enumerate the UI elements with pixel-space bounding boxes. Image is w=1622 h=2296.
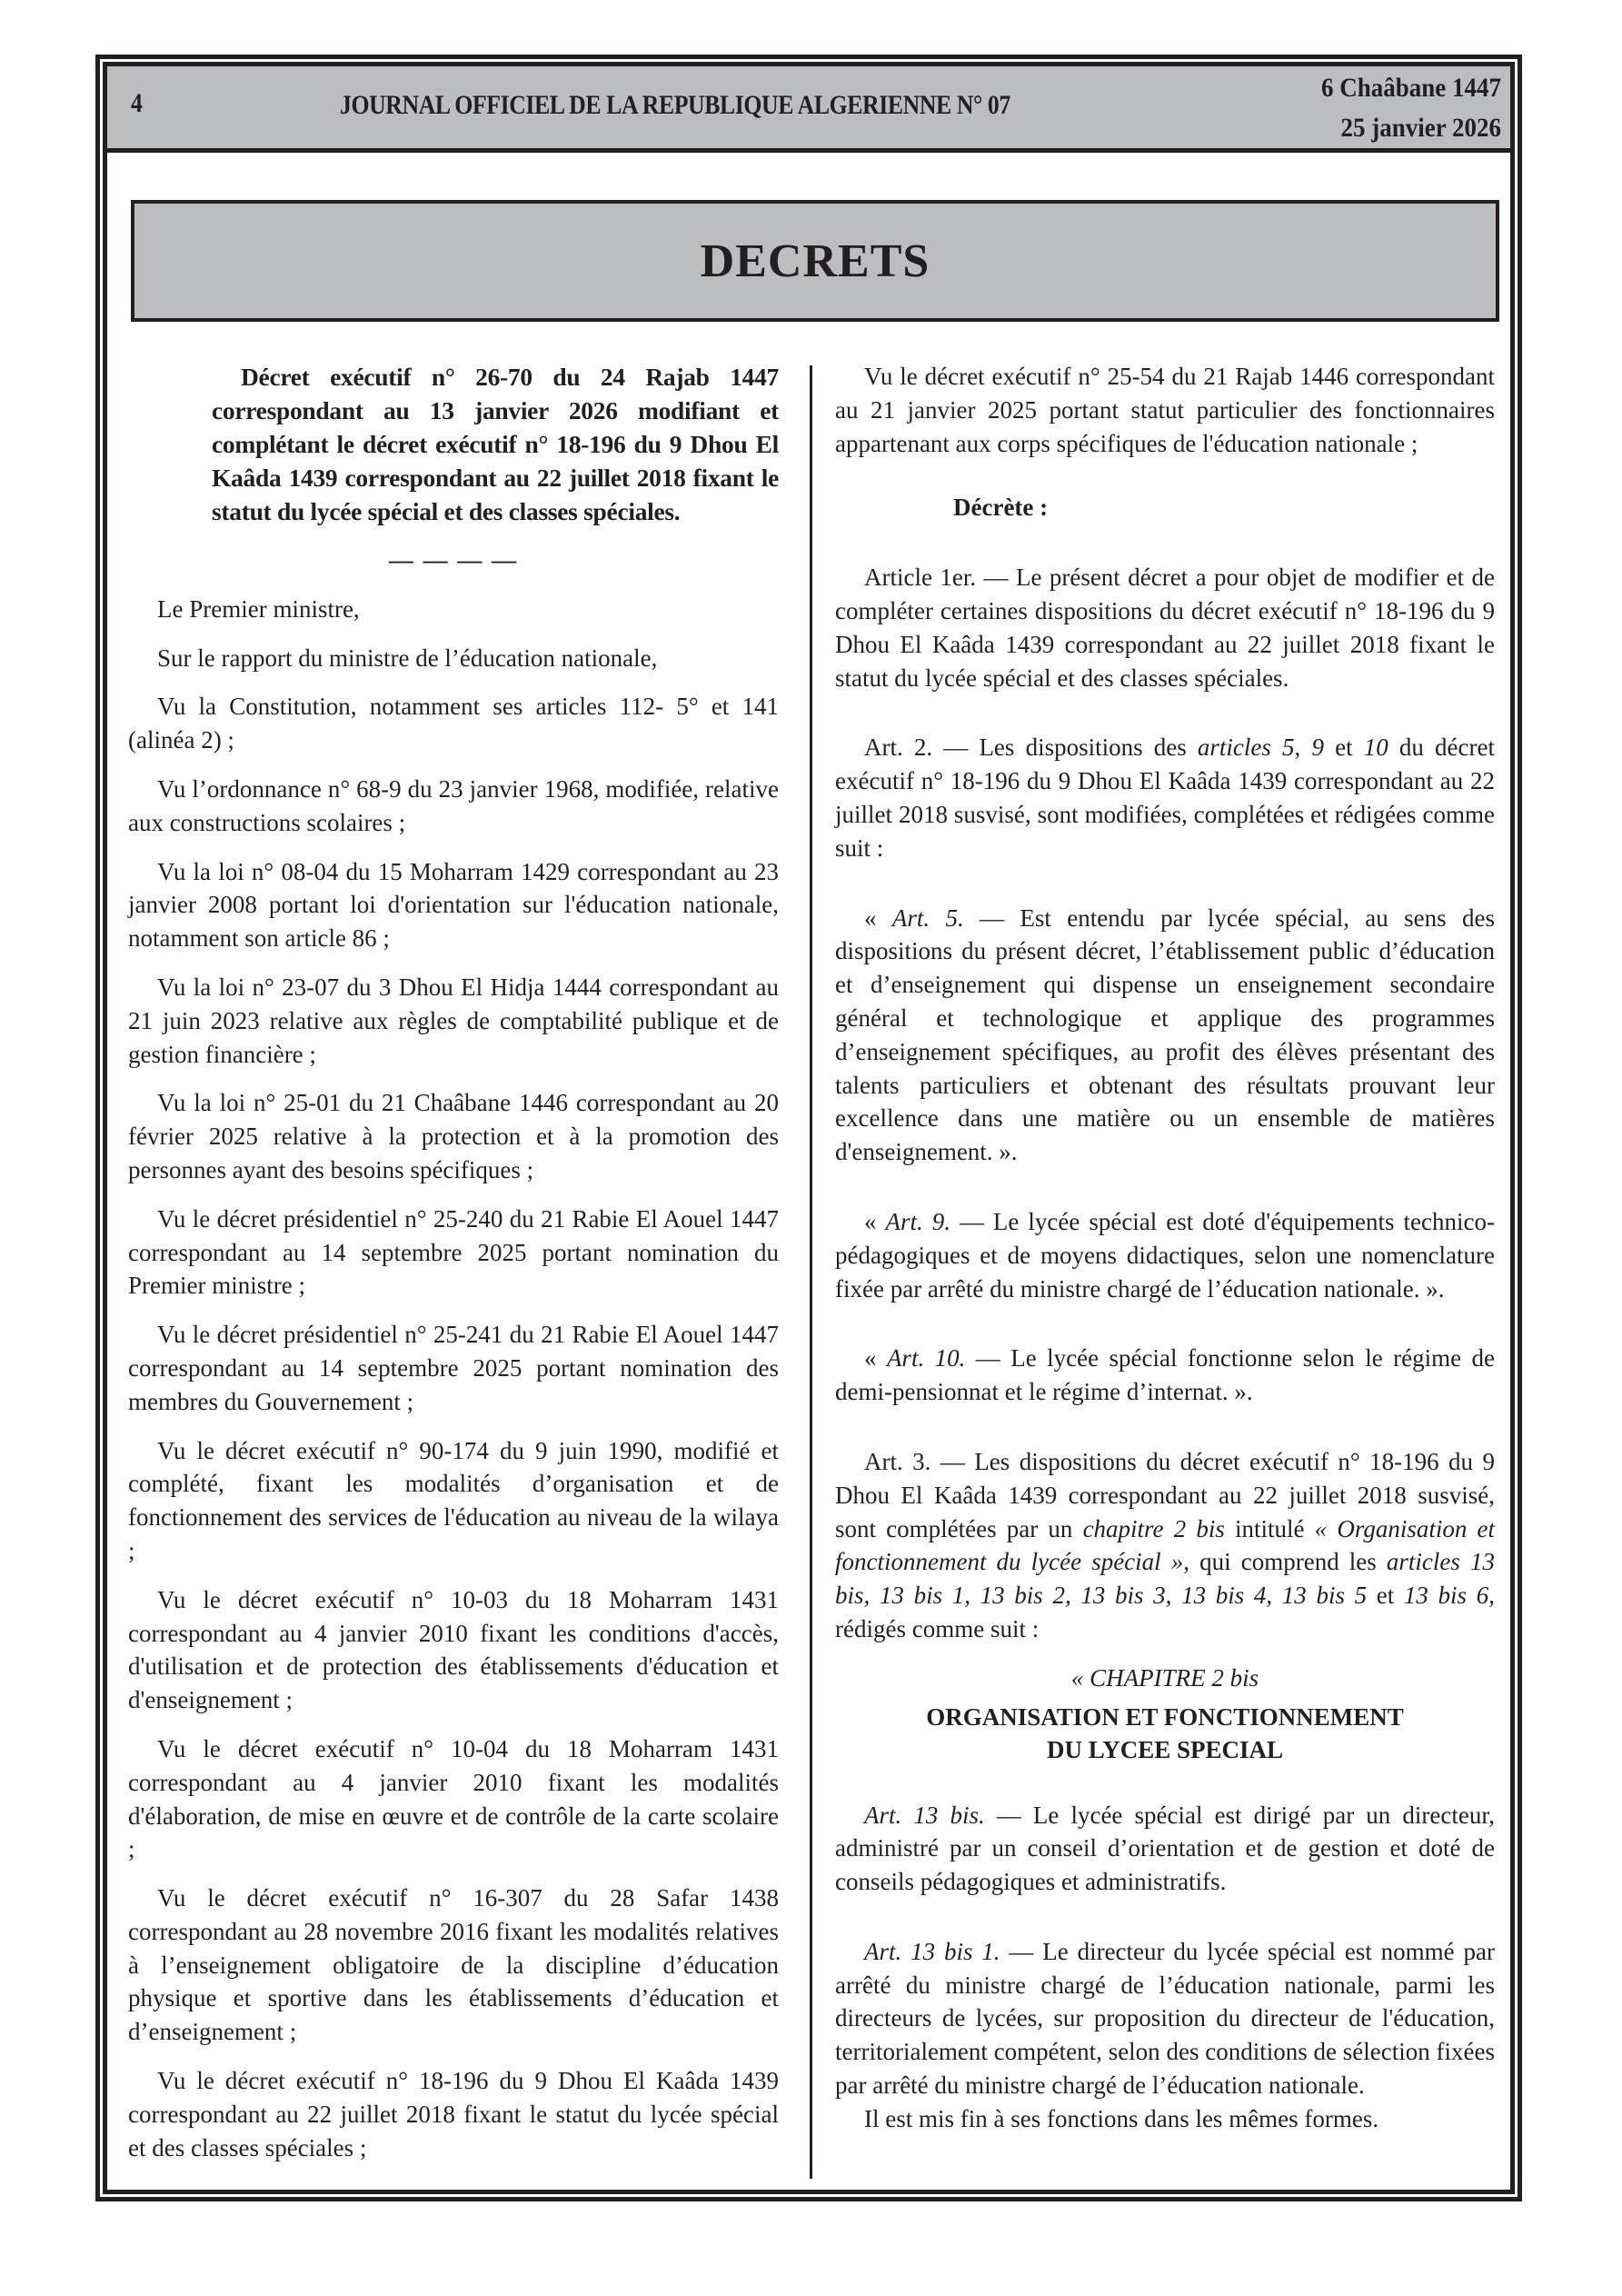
article-label: Art. 5. — [891, 903, 964, 932]
section-heading-box — [131, 200, 1499, 322]
preamble-item: Vu la loi n° 08-04 du 15 Moharram 1429 correspondant au 23 janvier 2008 portant loi d'orientation sur l'éducation nationale, notamment son article 86 ; — [128, 857, 779, 953]
section-title: DECRETS — [700, 235, 930, 287]
preamble-item: Vu le décret présidentiel n° 25-240 du 21 Rabie El Aouel 1447 correspondant au 14 septembre 2025 portant nomination du Premier ministre ; — [128, 1204, 779, 1300]
preamble-item: Sur le rapport du ministre de l’éducation nationale, — [157, 644, 658, 672]
left-column — [128, 360, 779, 2180]
preamble-item: Vu le décret présidentiel n° 25-241 du 21 Rabie El Aouel 1447 correspondant au 14 septembre 2025 portant nomination des membres du Gouvernement ; — [128, 1321, 779, 1415]
hijri-date: 6 Chaâbane 1447 — [1320, 73, 1501, 103]
decrete-label: Décrète : — [953, 494, 1049, 522]
article-13-bis: Art. 13 bis. — Le lycée spécial est dirigé par un directeur, administré par un conseil d’orientation et de gestion et doté de conseils pédagogiques et administratifs. — [835, 1801, 1495, 1896]
journal-title: JOURNAL OFFICIEL DE LA REPUBLIQUE ALGERIENNE N° 07 — [340, 90, 1010, 120]
journal-header — [107, 66, 1510, 153]
article-label: Art. 13 bis. — [864, 1801, 985, 1829]
preamble-item: Vu le décret exécutif n° 25-54 du 21 Rajab 1446 correspondant au 21 janvier 2025 portant statut particulier des fonctionnaires appartenant aux corps spécifiques de l'éducation nationale ; — [835, 363, 1495, 457]
preamble-item: Le Premier ministre, — [157, 594, 360, 623]
preamble-item: Vu l’ordonnance n° 68-9 du 23 janvier 1968, modifiée, relative aux constructions scolaires ; — [128, 774, 779, 836]
preamble-item: Vu le décret exécutif n° 10-04 du 18 Moharram 1431 correspondant au 4 janvier 2010 fixant les modalités d'élaboration, de mise en œuvre et de contrôle de la carte scolaire ; — [128, 1734, 779, 1863]
gregorian-date: 25 janvier 2026 — [1340, 113, 1501, 143]
preamble-item: Vu la loi n° 23-07 du 3 Dhou El Hidja 1444 correspondant au 21 juin 2023 relative aux règles de comptabilité publique et de gestion financière ; — [128, 973, 779, 1068]
article-3: Art. 3. — Les dispositions du décret exécutif n° 18-196 du 9 Dhou El Kaâda 1439 correspondant au 22 juillet 2018 susvisé, sont complétées par un chapitre 2 bis intitulé « Organisation et fonctionnement du lycée spécial », qui comprend les articles 13 bis, 13 bis 1, 13 bis 2, 13 bis 3, 13 bis 4, 13 bis 5 et 13 bis 6, rédigés comme suit : — [835, 1447, 1495, 1642]
quoted-article-5: « Art. 5. — Est entendu par lycée spécial, au sens des dispositions du présent décret, l’établissement public d’éducation et d’enseignement qui dispense un enseignement secondaire général et technologique et applique des programmes d’enseignement spécifiques, au profit des élèves présentant des talents particuliers et obtenant des résultats prouvant leur excellence dans une matière ou un ensemble de matières d'enseignement. ». — [835, 903, 1495, 1166]
article-13-bis-1: Art. 13 bis 1. — Le directeur du lycée spécial est nommé par arrêté du ministre chargé de l’éducation nationale, parmi les directeurs de lycées, sur proposition du directeur de l'éducation, territorialement compétent, selon des conditions de sélection fixées par arrêté du ministre chargé de l’éducation nationale. — [835, 1937, 1495, 2100]
article-label: Art. 13 bis 1. — [864, 1937, 1000, 1965]
preamble-item: Vu le décret exécutif n° 10-03 du 18 Moharram 1431 correspondant au 4 janvier 2010 fixant les conditions d'accès, d'utilisation et de protection des établissements d'éducation et d'enseignement ; — [128, 1585, 779, 1714]
issue-date — [1321, 68, 1501, 148]
article-1: Article 1er. — Le présent décret a pour objet de modifier et de compléter certaines dispositions du décret exécutif n° 18-196 du 9 Dhou El Kaâda 1439 correspondant au 22 juillet 2018 fixant le statut du lycée spécial et des classes spéciales. — [835, 564, 1495, 692]
preamble-item: Vu la loi n° 25-01 du 21 Chaâbane 1446 correspondant au 20 février 2025 relative à la protection et à la promotion des personnes ayant des besoins spécifiques ; — [128, 1089, 779, 1183]
article-label: Art. 10. — [886, 1344, 966, 1373]
preamble-item: Vu la Constitution, notamment ses articles 112- 5° et 141 (alinéa 2) ; — [128, 693, 779, 754]
title-separator: — — — — — [388, 546, 519, 574]
chapter-heading: « CHAPITRE 2 bis — [1070, 1663, 1259, 1692]
preamble-item: Vu le décret exécutif n° 16-307 du 28 Safar 1438 correspondant au 28 novembre 2016 fixant les modalités relatives à l’enseignement obligatoire de la discipline d’éducation physique et sportive dans les établissements d’éducation et d’enseignement ; — [128, 1884, 779, 2046]
page-number: 4 — [131, 88, 143, 118]
quoted-article-9: « Art. 9. — Le lycée spécial est doté d'équipements technico-pédagogiques et de moyens didactiques, selon une nomenclature fixée par arrêté du ministre chargé de l’éducation nationale. ». — [835, 1207, 1495, 1303]
right-column — [835, 360, 1495, 2151]
preamble-item: Vu le décret exécutif n° 18-196 du 9 Dhou El Kaâda 1439 correspondant au 22 juillet 2018 fixant le statut du lycée spécial et des classes spéciales ; — [128, 2067, 779, 2161]
preamble-item: Vu le décret exécutif n° 90-174 du 9 juin 1990, modifié et complété, fixant les modalités d’organisation et de fonctionnement des services de l'éducation au niveau de la wilaya ; — [128, 1436, 779, 1564]
article-2: Art. 2. — Les dispositions des articles 5, 9 et 10 du décret exécutif n° 18-196 du 9 Dhou El Kaâda 1439 correspondant au 22 juillet 2018 susvisé, sont modifiées, complétées et rédigées comme suit : — [835, 734, 1495, 862]
article-13-bis-1-continuation: Il est mis fin à ses fonctions dans les mêmes formes. — [864, 2104, 1379, 2132]
article-label: Art. 9. — [885, 1207, 950, 1235]
chapter-title: ORGANISATION ET FONCTIONNEMENT DU LYCEE SPECIAL — [926, 1702, 1404, 1763]
decree-title: Décret exécutif n° 26-70 du 24 Rajab 1447 correspondant au 13 janvier 2026 modifiant et complétant le décret exécutif n° 18-196 du 9 Dhou El Kaâda 1439 correspondant au 22 juillet 2018 fixant le statut du lycée spécial et des classes spéciales. — [212, 363, 779, 525]
quoted-article-10: « Art. 10. — Le lycée spécial fonctionne selon le régime de demi-pensionnat et le régime d’internat. ». — [835, 1344, 1496, 1406]
column-divider — [810, 365, 812, 2179]
